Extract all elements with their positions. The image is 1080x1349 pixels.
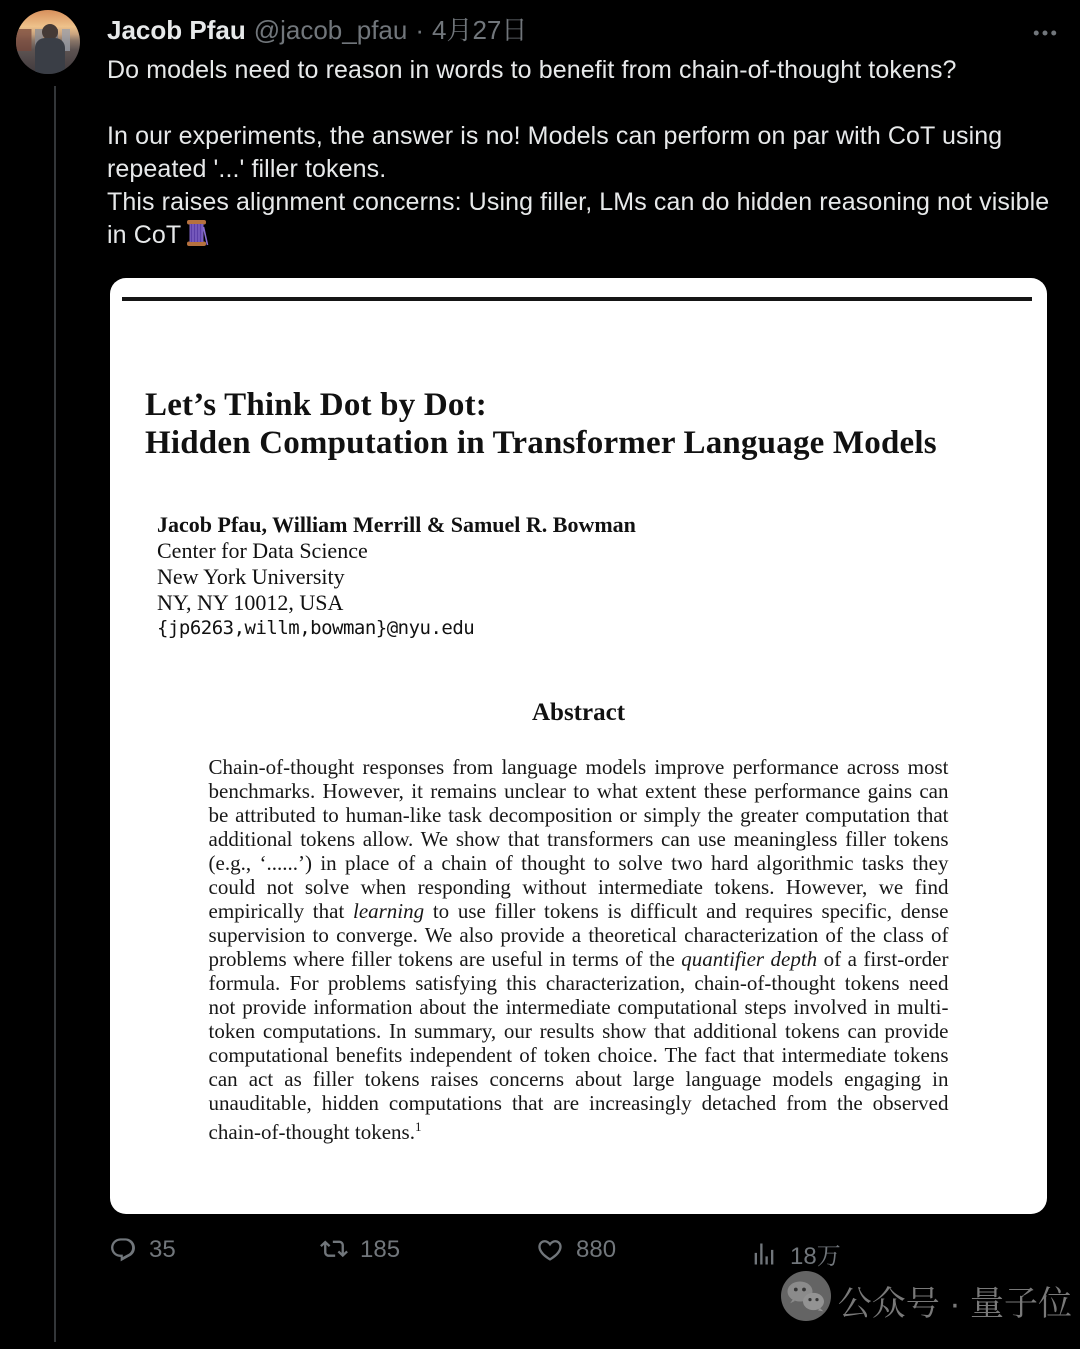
paper-author-block bbox=[157, 512, 1047, 641]
tweet-date[interactable]: 4月27日 bbox=[432, 15, 528, 45]
thread-connector-line bbox=[54, 86, 56, 1342]
tweet-header bbox=[107, 14, 1065, 46]
avatar[interactable] bbox=[16, 10, 80, 74]
meta-separator: · bbox=[415, 15, 425, 45]
watermark-text: 公众号 · 量子位 bbox=[837, 1285, 1072, 1323]
reply-count: 35 bbox=[149, 1236, 176, 1263]
author-display-name[interactable]: Jacob Pfau bbox=[107, 15, 246, 45]
tweet-content-column bbox=[107, 14, 1065, 1276]
tweet-paragraph-2 bbox=[107, 120, 1065, 256]
abstract-heading: Abstract bbox=[531, 699, 626, 726]
reply-icon bbox=[109, 1236, 137, 1264]
watermark bbox=[780, 1270, 1072, 1331]
paper-affiliation: New York University bbox=[157, 564, 345, 589]
like-button[interactable] bbox=[536, 1236, 616, 1264]
repost-count: 185 bbox=[360, 1236, 401, 1263]
views-button[interactable] bbox=[750, 1236, 841, 1271]
abstract-text: Chain-of-thought responses from language models improve performance across most benchmarks. However, it remains unclear to what extent these performance gains can be attributed to human-like task decomposition or simply the greater computation that additional tokens allow. We show that transformers can use meaningless filler tokens (e.g., ‘......’) in place of a chain of thought to solve two hard algorithmic tasks they could not solve when responding without intermediate tokens. However, we find empirically that learning to use filler tokens is difficult and requires specific, dense supervision to converge. We also provide a theoretical characterization of the class of problems where filler tokens are useful in terms of the quantifier depth of a first-order formula. For problems satisfying this characterization, chain-of-thought tokens need not provide information about the intermediate computational steps involved in multi-token computations. In summary, our results show that additional tokens can provide computational benefits independent of token choice. The fact that intermediate tokens can act as filler tokens raises concerns about large language models engaging in unauditable, hidden computations that are increasingly detached from the observed chain-of-thought tokens.$^1$ bbox=[208, 755, 949, 1144]
tweet-paragraph-1: Do models need to reason in words to benefit from chain-of-thought tokens? bbox=[107, 56, 957, 84]
paper-image-card[interactable] bbox=[110, 278, 1047, 1214]
paper-email: {jp6263,willm,bowman}@nyu.edu bbox=[157, 617, 475, 639]
paper-title-line: Hidden Computation in Transformer Language Models bbox=[145, 425, 937, 461]
tweet-line: This raises alignment concerns: Using filler, LMs can do hidden reasoning not visible in CoT bbox=[107, 186, 1065, 256]
tweet-line: In our experiments, the answer is no! Models can perform on par with CoT using repeated '...' filler tokens. bbox=[107, 122, 1003, 183]
paper-title-line: Let’s Think Dot by Dot: bbox=[145, 387, 487, 423]
tweet-action-bar bbox=[107, 1236, 1065, 1276]
repost-icon bbox=[320, 1236, 348, 1264]
like-count: 880 bbox=[576, 1236, 617, 1263]
tweet-body bbox=[107, 54, 1065, 256]
wechat-icon bbox=[780, 1270, 832, 1331]
heart-icon bbox=[536, 1236, 564, 1264]
paper-title bbox=[145, 386, 1047, 462]
paper-affiliation: Center for Data Science bbox=[157, 538, 368, 563]
avatar-person-body bbox=[35, 38, 65, 74]
author-handle[interactable]: @jacob_pfau bbox=[253, 15, 408, 45]
views-count: 18万 bbox=[790, 1243, 841, 1270]
repost-button[interactable] bbox=[320, 1236, 400, 1264]
paper-affiliation: NY, NY 10012, USA bbox=[157, 590, 344, 615]
analytics-icon bbox=[750, 1240, 778, 1268]
paper-authors: Jacob Pfau, William Merrill & Samuel R. Bowman bbox=[157, 512, 636, 537]
paper-top-rule bbox=[122, 297, 1032, 301]
reply-button[interactable] bbox=[109, 1236, 176, 1264]
thread-emoji bbox=[184, 219, 209, 256]
